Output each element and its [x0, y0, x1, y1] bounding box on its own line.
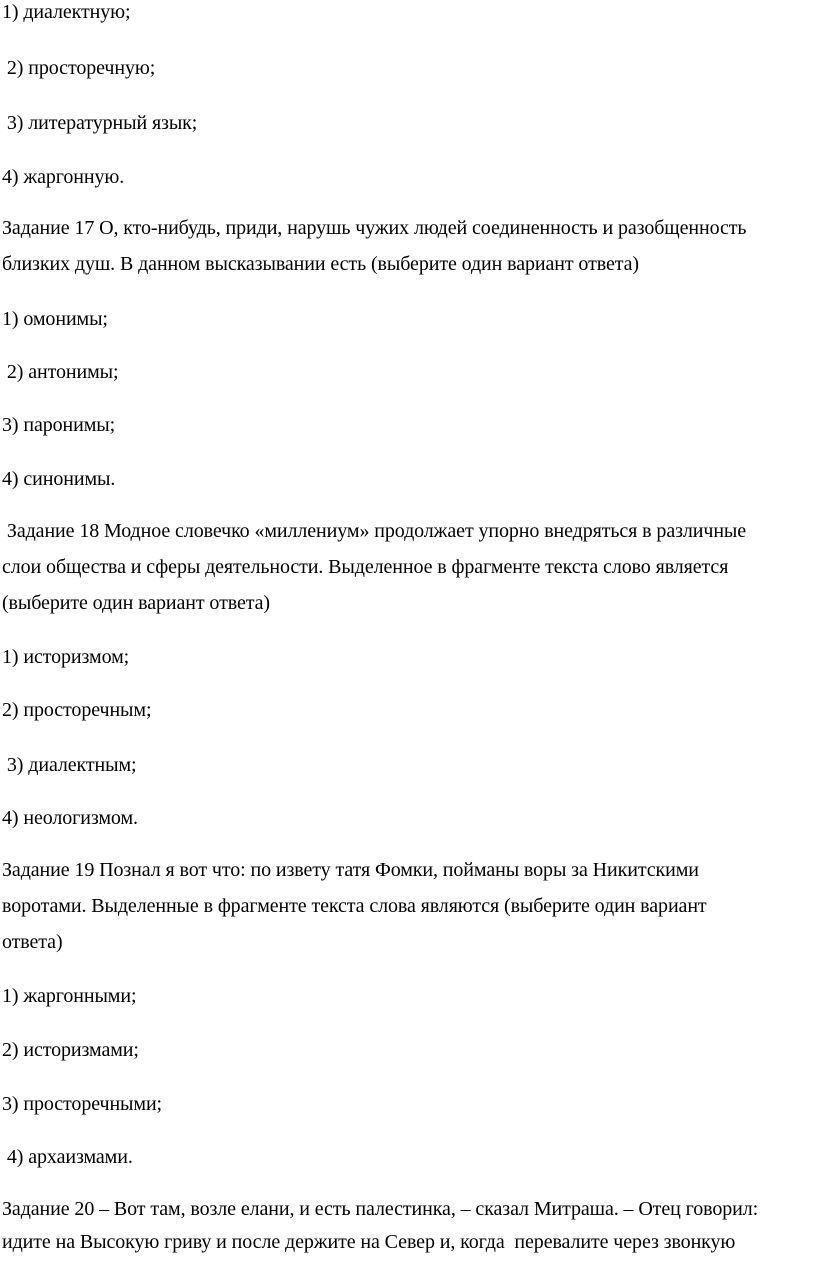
q20-text-line-2: идите на Высокую гриву и после держите на Север и, когда перевалите через звонкую — [2, 1231, 736, 1253]
q18-option-2: 2) просторечным; — [2, 699, 152, 721]
q16-option-3: 3) литературный язык; — [2, 112, 198, 134]
q16-option-2: 2) просторечную; — [2, 57, 156, 79]
q20-text-line-1: Задание 20 – Вот там, возле елани, и есть палестинка, – сказал Митраша. – Отец говорил: — [2, 1198, 759, 1220]
q18-text-line-1: Задание 18 Модное словечко «миллениум» продолжает упорно внедряться в различные — [2, 520, 747, 542]
q19-text-line-2: воротами. Выделенные в фрагменте текста слова являются (выберите один вариант — [2, 895, 707, 917]
q17-text-line-2: близких душ. В данном высказывании есть (выберите один вариант ответа) — [2, 253, 639, 275]
q17-option-4: 4) синонимы. — [2, 468, 116, 490]
q17-option-1: 1) омонимы; — [2, 308, 108, 330]
q19-option-2: 2) историзмами; — [2, 1039, 139, 1061]
q19-option-3: 3) просторечными; — [2, 1093, 163, 1115]
q19-option-4: 4) архаизмами. — [2, 1146, 133, 1168]
q18-text-line-2: слои общества и сферы деятельности. Выделенное в фрагменте текста слово является — [2, 556, 729, 578]
q18-text-line-3: (выберите один вариант ответа) — [2, 592, 270, 614]
q16-option-1: 1) диалектную; — [2, 1, 131, 23]
q17-option-2: 2) антонимы; — [2, 361, 119, 383]
q17-text-line-1: Задание 17 О, кто-нибудь, приди, нарушь чужих людей соединенность и разобщенность — [2, 217, 747, 239]
q18-option-3: 3) диалектным; — [2, 754, 137, 776]
q19-text-line-1: Задание 19 Познал я вот что: по извету татя Фомки, пойманы воры за Никитскими — [2, 859, 699, 881]
q18-option-1: 1) историзмом; — [2, 646, 130, 668]
q18-option-4: 4) неологизмом. — [2, 807, 138, 829]
q19-text-line-3: ответа) — [2, 931, 63, 953]
q19-option-1: 1) жаргонными; — [2, 985, 137, 1007]
q16-option-4: 4) жаргонную. — [2, 166, 125, 188]
q17-option-3: 3) паронимы; — [2, 414, 116, 436]
